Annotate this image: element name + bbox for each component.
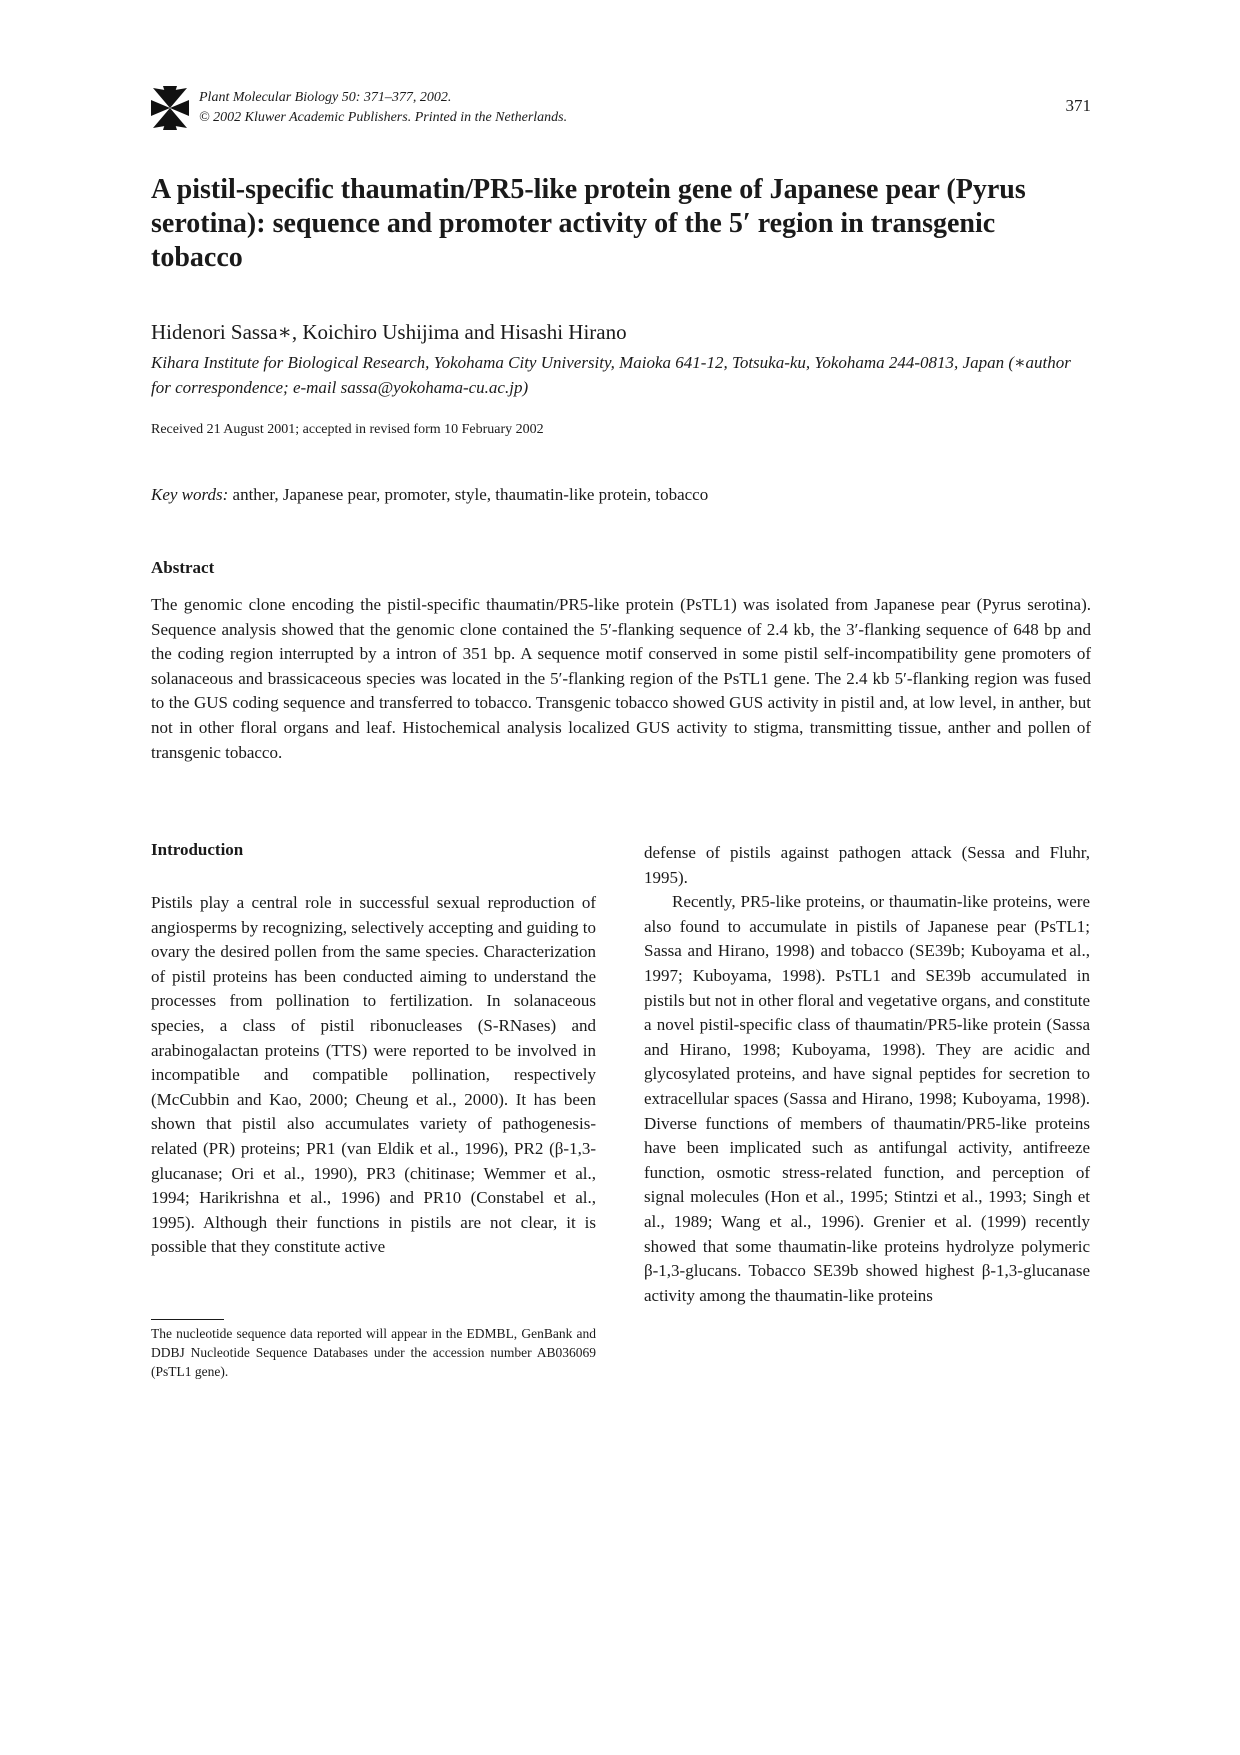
page-number: 371 bbox=[1065, 96, 1091, 115]
author-affiliation: Kihara Institute for Biological Research, Yokohama City University, Maioka 641-12, Totsuka-ku, Yokohama 244-0813, Japan (∗author for correspondence; e-mail sassa@yokohama-cu.ac.jp) bbox=[151, 353, 1071, 397]
keywords-label: Key words: bbox=[151, 485, 229, 504]
received-dates: Received 21 August 2001; accepted in revised form 10 February 2002 bbox=[151, 422, 544, 437]
journal-line-2: © 2002 Kluwer Academic Publishers. Printed in the Netherlands. bbox=[199, 110, 568, 125]
journal-header bbox=[151, 86, 1091, 132]
paper-title: A pistil-specific thaumatin/PR5-like protein gene of Japanese pear (Pyrus serotina): sequence and promoter activity of the 5′ region in transgenic tobacco bbox=[151, 174, 1026, 273]
abstract-text: The genomic clone encoding the pistil-specific thaumatin/PR5-like protein (PsTL1) was isolated from Japanese pear (Pyrus serotina). Sequence analysis showed that the genomic clone contained the 5′-flanking sequence of 2.4 kb, the 3′-flanking sequence of 648 bp and the coding region interrupted by a intron of 351 bp. A sequence motif conserved in some pistil self-incompatibility gene promoters of solanaceous and brassicaceous species was located in the 5′-flanking region of the PsTL1 gene. The 2.4 kb 5′-flanking region was fused to the GUS coding sequence and transferred to tobacco. Transgenic tobacco showed GUS activity in pistil and, at low level, in anther, but not in other floral organs and leaf. Histochemical analysis localized GUS activity to stigma, transmitting tissue, anther and pollen of transgenic tobacco. bbox=[151, 595, 1091, 762]
abstract-heading: Abstract bbox=[151, 558, 215, 577]
intro-paragraph-2: Recently, PR5-like proteins, or thaumatin-like proteins, were also found to accumulate in pistils of Japanese pear (PsTL1; Sassa and Hirano, 1998) and tobacco (SE39b; Kuboyama et al., 1997; Kuboyama, 1998). PsTL1 and SE39b accumulated in pistils but not in other floral and vegetative organs, and constitute a novel pistil-specific class of thaumatin/PR5-like protein (Sassa and Hirano, 1998; Kuboyama, 1998). They are acidic and glycosylated proteins, and have signal peptides for secretion to extracellular spaces (Sassa and Hirano, 1998; Kuboyama, 1998). Diverse functions of members of thaumatin/PR5-like proteins have been implicated such as antifungal activity, antifreeze function, osmotic stress-related function, and perception of signal molecules (Hon et al., 1995; Stintzi et al., 1993; Singh et al., 1989; Wang et al., 1996). Grenier et al. (1999) recently showed that some thaumatin-like proteins hydrolyze polymeric β-1,3-glucans. Tobacco SE39b showed highest β-1,3-glucanase activity among the thaumatin-like proteins bbox=[644, 892, 1090, 1305]
publisher-logo-icon bbox=[151, 86, 189, 130]
introduction-left-column: Pistils play a central role in successful sexual reproduction of angiosperms by recognizing, selectively accepting and guiding to ovary the desired pollen from the same species. Characterization of pistil proteins has been conducted aiming to understand the processes from pollination to fertilization. In solanaceous species, a class of pistil ribonucleases (S-RNases) and arabinogalactan proteins (TTS) were reported to be involved in incompatible and compatible pollination, respectively (McCubbin and Kao, 2000; Cheung et al., 2000). It has been shown that pistil also accumulates variety of pathogenesis-related (PR) proteins; PR1 (van Eldik et al., 1996), PR2 (β-1,3-glucanase; Ori et al., 1990), PR3 (chitinase; Wemmer et al., 1994; Harikrishna et al., 1996) and PR10 (Constabel et al., 1995). Although their functions in pistils are not clear, it is possible that they constitute active bbox=[151, 893, 596, 1257]
intro-paragraph-continued: defense of pistils against pathogen attack (Sessa and Fluhr, 1995). bbox=[644, 843, 1090, 887]
introduction-heading: Introduction bbox=[151, 840, 244, 859]
author-list: Hidenori Sassa∗, Koichiro Ushijima and Hisashi Hirano bbox=[151, 320, 627, 344]
footnote: The nucleotide sequence data reported will appear in the EDMBL, GenBank and DDBJ Nucleotide Sequence Databases under the accession number AB036069 (PsTL1 gene). bbox=[151, 1326, 596, 1379]
introduction-right-column bbox=[644, 841, 1090, 1308]
journal-citation bbox=[199, 88, 567, 128]
keywords bbox=[151, 485, 1091, 505]
footnote-rule bbox=[151, 1319, 224, 1320]
journal-line-1: Plant Molecular Biology 50: 371–377, 2002. bbox=[199, 90, 452, 105]
keywords-text: anther, Japanese pear, promoter, style, thaumatin-like protein, tobacco bbox=[232, 485, 709, 504]
